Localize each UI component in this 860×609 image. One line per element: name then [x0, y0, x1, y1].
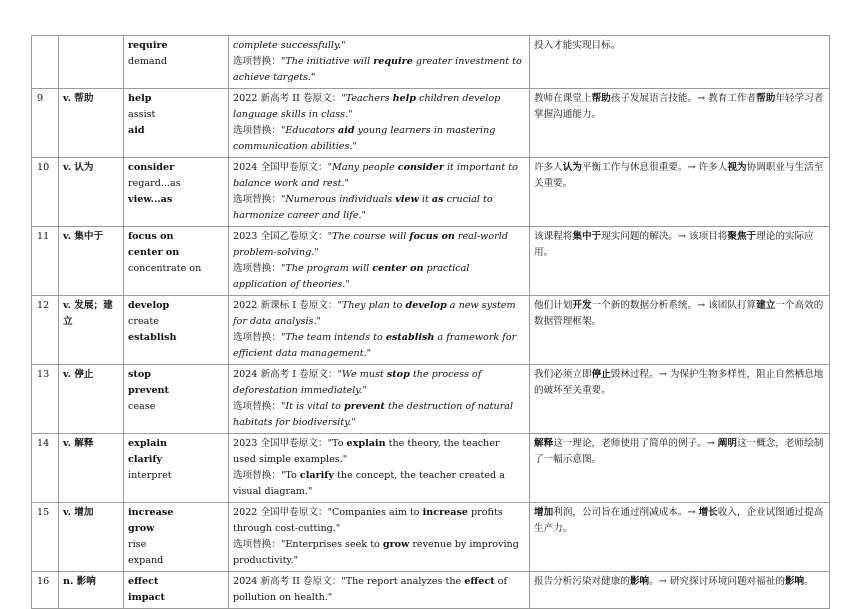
synonym-word: focus on [128, 231, 174, 242]
synonym-word: establish [128, 332, 177, 343]
keyword: explain [346, 438, 386, 449]
table-row [32, 503, 830, 572]
chinese-translation [530, 503, 830, 572]
synonym-list [124, 158, 229, 227]
synonym-word: impact [128, 592, 165, 603]
text-segment: 他们计划 [534, 300, 573, 311]
synonym-word: rise [128, 539, 147, 550]
synonym-list [124, 89, 229, 158]
text-segment: "We must [337, 369, 387, 380]
text-segment: 利润，公司旨在通过削减成本。→ [553, 507, 699, 518]
table-row [32, 365, 830, 434]
keyword: 认为 [562, 162, 582, 173]
text-segment: 平衡工作与休息很重要。→ 许多人 [581, 162, 728, 173]
example-source-label: 2022 新高考 II 卷原文： [233, 93, 342, 104]
example-source-label: 2023 全国甲卷原文： [233, 438, 328, 449]
text-segment: 教师在课堂上 [534, 93, 592, 104]
example-source-label: 2024 新高考 II 卷原文： [233, 576, 342, 587]
row-number: 13 [32, 365, 59, 434]
text-segment: young learners in mastering communication abilities." [233, 125, 496, 152]
keyword: as [431, 194, 444, 205]
vocabulary-table-body [32, 36, 830, 609]
part-of-speech: v. 停止 [59, 365, 124, 434]
text-segment: "The program will [280, 263, 373, 274]
keyword: consider [397, 162, 444, 173]
example-line [233, 261, 525, 293]
keyword: 影响 [629, 576, 650, 587]
example-sentences [229, 89, 530, 158]
example-source-label: 选项替换： [233, 539, 281, 550]
synonym-word: consider [128, 162, 175, 173]
example-source-label: 选项替换： [233, 56, 281, 67]
text-segment: "Teachers [341, 93, 393, 104]
keyword: 阐明 [717, 438, 737, 449]
example-source-label: 选项替换： [233, 125, 281, 136]
text-segment: 孩子发展语言技能。→ 教育工作者 [610, 93, 757, 104]
example-line [233, 330, 525, 362]
keyword: help [392, 93, 417, 104]
keyword: require [373, 56, 413, 67]
text-segment: "It is vital to [280, 401, 344, 412]
table-row [32, 296, 830, 365]
keyword: aid [338, 125, 355, 136]
synonym-word: prevent [128, 385, 169, 396]
text-segment: 我们必须立即 [534, 369, 592, 380]
synonym-word: aid [128, 125, 145, 136]
synonym-list [124, 572, 229, 609]
part-of-speech: n. 影响 [59, 572, 124, 609]
keyword: 帮助 [756, 93, 776, 104]
example-sentences [229, 227, 530, 296]
synonym-word: center on [128, 247, 180, 258]
synonym-list [124, 365, 229, 434]
synonym-word: grow [128, 523, 155, 534]
text-segment: the process of deforestation immediately." [233, 369, 482, 396]
example-source-label: 选项替换： [233, 332, 281, 343]
example-line [233, 229, 525, 261]
synonym-word: increase [128, 507, 174, 518]
text-segment: 一个新的数据分析系统。→ 该团队打算 [591, 300, 757, 311]
table-row [32, 227, 830, 296]
text-segment: 年轻学习者掌握沟通能力。 [534, 93, 824, 120]
text-segment: 投入才能实现目标。 [534, 40, 621, 51]
synonym-word: expand [128, 555, 164, 566]
synonym-word: interpret [128, 470, 172, 481]
example-source-label: 2022 全国甲卷原文： [233, 507, 328, 518]
keyword: develop [405, 300, 447, 311]
example-sentences [229, 434, 530, 503]
row-number: 12 [32, 296, 59, 365]
example-line [233, 367, 525, 399]
keyword: 建立 [756, 300, 776, 311]
row-number: 15 [32, 503, 59, 572]
example-source-label: 2022 新课标 I 卷原文： [233, 300, 338, 311]
text-segment: "They plan to [337, 300, 406, 311]
synonym-word: develop [128, 300, 170, 311]
chinese-translation [530, 89, 830, 158]
text-segment: "Educators [280, 125, 338, 136]
example-line [233, 54, 525, 86]
keyword: grow [382, 539, 410, 550]
example-source-label: 选项替换： [233, 194, 281, 205]
text-segment: real-world problem-solving." [233, 231, 508, 258]
text-segment: the theory, the teacher used simple examples." [233, 438, 500, 465]
example-source-label: 2024 全国甲卷原文： [233, 162, 328, 173]
keyword: increase [422, 507, 468, 518]
example-sentences [229, 572, 530, 609]
text-segment: revenue by improving productivity." [233, 539, 519, 566]
text-segment: "Many people [327, 162, 398, 173]
example-line [233, 436, 525, 468]
text-segment: children develop language skills in class." [233, 93, 501, 120]
synonym-word: help [128, 93, 152, 104]
example-source-label: 2023 全国乙卷原文： [233, 231, 328, 242]
synonym-word: concentrate on [128, 263, 202, 274]
table-row [32, 434, 830, 503]
keyword: 集中于 [572, 231, 602, 242]
keyword: 聚焦于 [727, 231, 757, 242]
keyword: clarify [299, 470, 334, 481]
example-sentences [229, 296, 530, 365]
part-of-speech: v. 认为 [59, 158, 124, 227]
synonym-word: clarify [128, 454, 163, 465]
example-line [233, 91, 525, 123]
keyword: 影响 [784, 576, 805, 587]
example-sentences [229, 365, 530, 434]
example-line [233, 574, 525, 606]
text-segment: "The course will [327, 231, 410, 242]
text-segment: 协调职业与生活至关重要。 [534, 162, 824, 189]
synonym-list [124, 36, 229, 89]
text-segment: crucial to harmonize career and life." [233, 194, 493, 221]
example-line [233, 468, 525, 500]
row-number: 11 [32, 227, 59, 296]
keyword: 增长 [698, 507, 718, 518]
synonym-word: create [128, 316, 159, 327]
example-line [233, 298, 525, 330]
example-line [233, 160, 525, 192]
text-segment: greater investment to achieve targets." [233, 56, 522, 83]
chinese-translation [530, 227, 830, 296]
text-segment: a new system for data analysis." [233, 300, 516, 327]
synonym-word: assist [128, 109, 156, 120]
row-number: 14 [32, 434, 59, 503]
text-segment: "The initiative will [280, 56, 374, 67]
keyword: center on [372, 263, 424, 274]
keyword: 帮助 [591, 93, 611, 104]
text-segment: of pollution on health." [233, 576, 508, 603]
synonym-word: demand [128, 56, 167, 67]
text-segment: 许多人 [534, 162, 563, 173]
text-segment: 收入，企业试图通过提高生产力。 [534, 507, 824, 534]
chinese-translation [530, 365, 830, 434]
keyword: 增加 [534, 507, 554, 518]
part-of-speech: v. 增加 [59, 503, 124, 572]
example-line [233, 505, 525, 537]
synonym-list [124, 503, 229, 572]
text-segment: 理论的实际应用。 [534, 231, 814, 258]
text-segment: 一个高效的数据管理框架。 [534, 300, 824, 327]
text-segment: 现实问题的解决。→ 该项目将 [601, 231, 728, 242]
row-number: 16 [32, 572, 59, 609]
synonym-list [124, 434, 229, 503]
text-segment: "Enterprises seek to [280, 539, 383, 550]
text-segment: "Companies aim to [327, 507, 423, 518]
chinese-translation [530, 296, 830, 365]
part-of-speech: v. 解释 [59, 434, 124, 503]
text-segment: complete successfully." [233, 40, 346, 51]
part-of-speech: v. 集中于 [59, 227, 124, 296]
text-segment: "The report analyzes the [341, 576, 465, 587]
text-segment: "To [280, 470, 300, 481]
example-line [233, 192, 525, 224]
vocabulary-table [31, 35, 830, 609]
example-sentences [229, 36, 530, 89]
table-row [32, 572, 830, 609]
synonym-word: cease [128, 401, 156, 412]
keyword: stop [386, 369, 410, 380]
example-line [233, 38, 525, 54]
part-of-speech [59, 36, 124, 89]
chinese-translation [530, 434, 830, 503]
synonym-word: effect [128, 576, 159, 587]
keyword: 解释 [534, 438, 554, 449]
text-segment: "Numerous individuals [280, 194, 396, 205]
chinese-translation [530, 158, 830, 227]
synonym-word: explain [128, 438, 168, 449]
example-line [233, 537, 525, 569]
table-row [32, 36, 830, 89]
example-source-label: 2024 新高考 I 卷原文： [233, 369, 338, 380]
row-number [32, 36, 59, 89]
keyword: effect [464, 576, 495, 587]
row-number: 9 [32, 89, 59, 158]
example-text [233, 40, 346, 51]
keyword: focus on [409, 231, 455, 242]
text-segment: it [418, 194, 432, 205]
text-segment: a framework for efficient data management." [233, 332, 517, 359]
keyword: 开发 [572, 300, 592, 311]
example-sentences [229, 158, 530, 227]
example-source-label: 选项替换： [233, 263, 281, 274]
example-sentences [229, 503, 530, 572]
chinese-translation [530, 36, 830, 89]
keyword: 视为 [727, 162, 747, 173]
example-source-label: 选项替换： [233, 401, 281, 412]
synonym-word: require [128, 40, 168, 51]
keyword: view [395, 194, 419, 205]
text-segment: 毁林过程。→ 为保护生物多样性，阻止自然栖息地的破坏至关重要。 [534, 369, 824, 396]
text-segment: 报告分析污染对健康的 [534, 576, 630, 587]
text-segment: profits through cost-cutting." [233, 507, 503, 534]
text-segment: 。→ 研究探讨环境问题对福祉的 [649, 576, 785, 587]
example-line [233, 123, 525, 155]
chinese-translation [530, 572, 830, 609]
text-segment: it important to balance work and rest." [233, 162, 518, 189]
synonym-word: stop [128, 369, 151, 380]
text-segment: 。 [804, 576, 814, 587]
synonym-list [124, 227, 229, 296]
row-number: 10 [32, 158, 59, 227]
keyword: prevent [343, 401, 385, 412]
text-segment: practical application of theories." [233, 263, 470, 290]
text-segment: 这一理论，老师使用了简单的例子。→ [553, 438, 718, 449]
text-segment: the destruction of natural habitats for biodiversity." [233, 401, 514, 428]
keyword: establish [385, 332, 435, 343]
text-segment: the concept, the teacher created a visual diagram." [233, 470, 505, 497]
synonym-word: view...as [128, 194, 173, 205]
text-segment: "The team intends to [280, 332, 386, 343]
table-row [32, 158, 830, 227]
text-segment: 这一概念，老师绘制了一幅示意图。 [534, 438, 824, 465]
text-segment: "To [327, 438, 347, 449]
synonym-word: regard...as [128, 178, 181, 189]
example-source-label: 选项替换： [233, 470, 281, 481]
example-line [233, 399, 525, 431]
part-of-speech: v. 发展；建立 [59, 296, 124, 365]
keyword: 停止 [591, 369, 611, 380]
text-segment: 该课程将 [534, 231, 573, 242]
part-of-speech: v. 帮助 [59, 89, 124, 158]
table-row [32, 89, 830, 158]
synonym-list [124, 296, 229, 365]
